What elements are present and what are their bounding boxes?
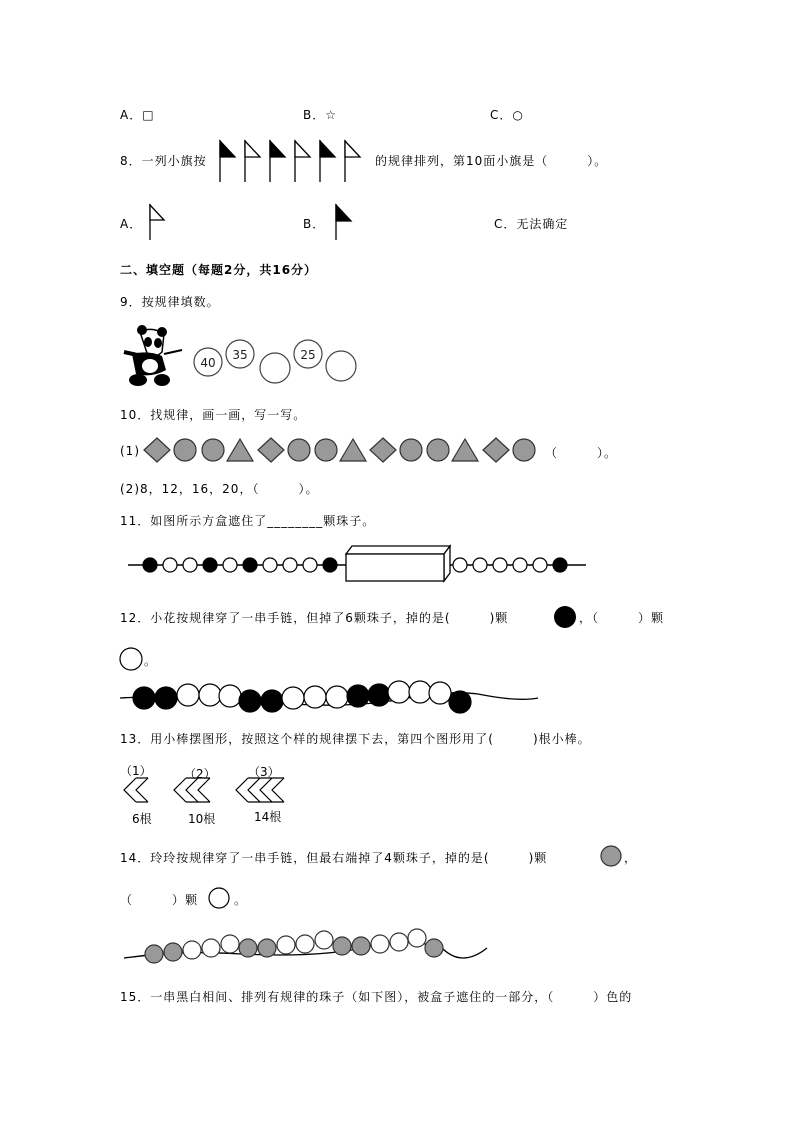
bead-white xyxy=(390,933,408,951)
bead-black xyxy=(239,690,261,712)
q9-number: 25 xyxy=(300,348,316,362)
q9-number-circles xyxy=(190,338,362,386)
q14-bracelet xyxy=(122,928,490,972)
number-circle xyxy=(260,353,290,383)
bead-gray xyxy=(425,939,443,957)
q7-option-a: A．□ xyxy=(120,108,155,122)
q14-text-c: （ ）颗 xyxy=(120,893,199,907)
q8-option-a: A． xyxy=(120,217,143,231)
bead-white xyxy=(183,558,197,572)
bead-gray xyxy=(258,939,276,957)
bead-white xyxy=(177,684,199,706)
diamond-icon xyxy=(370,438,396,462)
bead-white xyxy=(206,885,232,911)
flag-white-icon xyxy=(295,140,310,182)
bead-black xyxy=(243,558,257,572)
triangle-icon xyxy=(340,439,366,461)
q9-number: 35 xyxy=(232,348,248,362)
diamond-icon xyxy=(483,438,509,462)
bead-white xyxy=(453,558,467,572)
panda-icon xyxy=(122,322,184,388)
bead-white xyxy=(277,936,295,954)
q13-figure-label: （3） xyxy=(248,765,280,779)
bead-white xyxy=(221,935,239,953)
section-title: 二、填空题（每题2分，共16分） xyxy=(120,263,318,277)
stick-figure-2 xyxy=(174,778,210,802)
bead-white xyxy=(219,685,241,707)
bead-black xyxy=(368,684,390,706)
circle-icon xyxy=(288,439,310,461)
bead-black xyxy=(347,685,369,707)
flag-white-icon xyxy=(345,140,360,182)
q15-text: 15．一串黑白相间、排列有规律的珠子（如下图），被盒子遮住的一部分，（ ）色的 xyxy=(120,990,633,1004)
q14-text-d: 。 xyxy=(234,893,248,907)
bead-black xyxy=(323,558,337,572)
q9-number: 40 xyxy=(200,356,216,370)
circle-icon xyxy=(400,439,422,461)
circle-icon xyxy=(427,439,449,461)
q10-part1-blank: （ ）。 xyxy=(545,446,618,460)
stick-figure-3 xyxy=(236,778,284,802)
q12-bracelet xyxy=(118,680,542,720)
bead-white xyxy=(283,558,297,572)
diamond-icon xyxy=(258,438,284,462)
bead-white xyxy=(263,558,277,572)
bead-gray xyxy=(145,945,163,963)
bead-white xyxy=(282,687,304,709)
q7-option-c: C．○ xyxy=(490,108,524,122)
bead-white xyxy=(296,935,314,953)
q10-text: 10．找规律，画一画，写一写。 xyxy=(120,408,307,422)
flag-black-icon xyxy=(320,140,335,182)
q13-text: 13．用小棒摆图形，按照这个样的规律摆下去，第四个图形用了( )根小棒。 xyxy=(120,732,591,746)
number-circle xyxy=(326,351,356,381)
bead-white xyxy=(513,558,527,572)
flag-black-icon xyxy=(334,202,354,242)
bead-black xyxy=(133,687,155,709)
bead-black xyxy=(553,558,567,572)
circle-icon xyxy=(513,439,535,461)
bead-white xyxy=(183,941,201,959)
bead-gray xyxy=(598,843,624,869)
bead-white xyxy=(163,558,177,572)
q14-text-a: 14．玲玲按规律穿了一串手链，但最右端掉了4颗珠子，掉的是( )颗 xyxy=(120,851,548,865)
triangle-icon xyxy=(452,439,478,461)
bead-black xyxy=(203,558,217,572)
bead-white xyxy=(533,558,547,572)
q13-figure-label: （2） xyxy=(184,767,216,781)
q10-part1-label: (1) xyxy=(120,444,140,458)
q10-part2-text: (2)8，12，16，20，（ ）。 xyxy=(120,482,319,496)
q9-text: 9．按规律填数。 xyxy=(120,295,220,309)
q13-figure-label: （1） xyxy=(120,764,152,778)
bead-white xyxy=(199,684,221,706)
q10-shape-sequence xyxy=(142,436,542,466)
bead-white xyxy=(118,646,144,672)
bead-white xyxy=(409,681,431,703)
box-icon xyxy=(346,546,450,581)
flag-white-icon xyxy=(245,140,260,182)
circle-icon xyxy=(202,439,224,461)
bead-black xyxy=(155,687,177,709)
bead-white xyxy=(315,931,333,949)
bead-white xyxy=(326,686,348,708)
bead-gray xyxy=(164,943,182,961)
q11-text: 11．如图所示方盒遮住了________颗珠子。 xyxy=(120,514,376,528)
bead-white xyxy=(371,935,389,953)
q12-text-b: ，（ ）颗 xyxy=(579,611,665,625)
q8-flag-sequence xyxy=(218,138,368,184)
bead-white xyxy=(223,558,237,572)
bead-black xyxy=(261,690,283,712)
q8-prefix: 8．一列小旗按 xyxy=(120,154,207,168)
q8-suffix: 的规律排列，第10面小旗是（ ）。 xyxy=(375,154,608,168)
q11-bead-string xyxy=(126,540,590,584)
q8-option-c: C．无法确定 xyxy=(494,217,569,231)
flag-black-icon xyxy=(220,140,235,182)
q13-count: 10根 xyxy=(188,812,216,826)
bead-white xyxy=(388,681,410,703)
bead-white xyxy=(304,686,326,708)
bead-white xyxy=(303,558,317,572)
triangle-icon xyxy=(227,439,253,461)
q12-text-c: 。 xyxy=(144,654,158,668)
bead-white xyxy=(429,682,451,704)
q12-text-a: 12．小花按规律穿了一串手链，但掉了6颗珠子，掉的是( )颗 xyxy=(120,611,509,625)
bead-white xyxy=(202,939,220,957)
q7-option-b: B．☆ xyxy=(303,108,337,122)
stick-figure-1 xyxy=(124,778,148,802)
circle-icon xyxy=(174,439,196,461)
flag-white-icon xyxy=(148,202,168,242)
bead-white xyxy=(493,558,507,572)
bead-gray xyxy=(239,939,257,957)
q14-text-b: ， xyxy=(624,851,638,865)
flag-black-icon xyxy=(270,140,285,182)
bead-black xyxy=(449,691,471,713)
bead-black xyxy=(552,604,578,630)
diamond-icon xyxy=(144,438,170,462)
q8-option-b: B． xyxy=(303,217,326,231)
q13-count: 14根 xyxy=(254,810,282,824)
bead-black xyxy=(143,558,157,572)
q13-stick-figures xyxy=(118,776,298,806)
circle-icon xyxy=(315,439,337,461)
bead-gray xyxy=(352,937,370,955)
bead-white xyxy=(473,558,487,572)
bead-white xyxy=(408,929,426,947)
bead-gray xyxy=(333,937,351,955)
q13-count: 6根 xyxy=(132,812,152,826)
